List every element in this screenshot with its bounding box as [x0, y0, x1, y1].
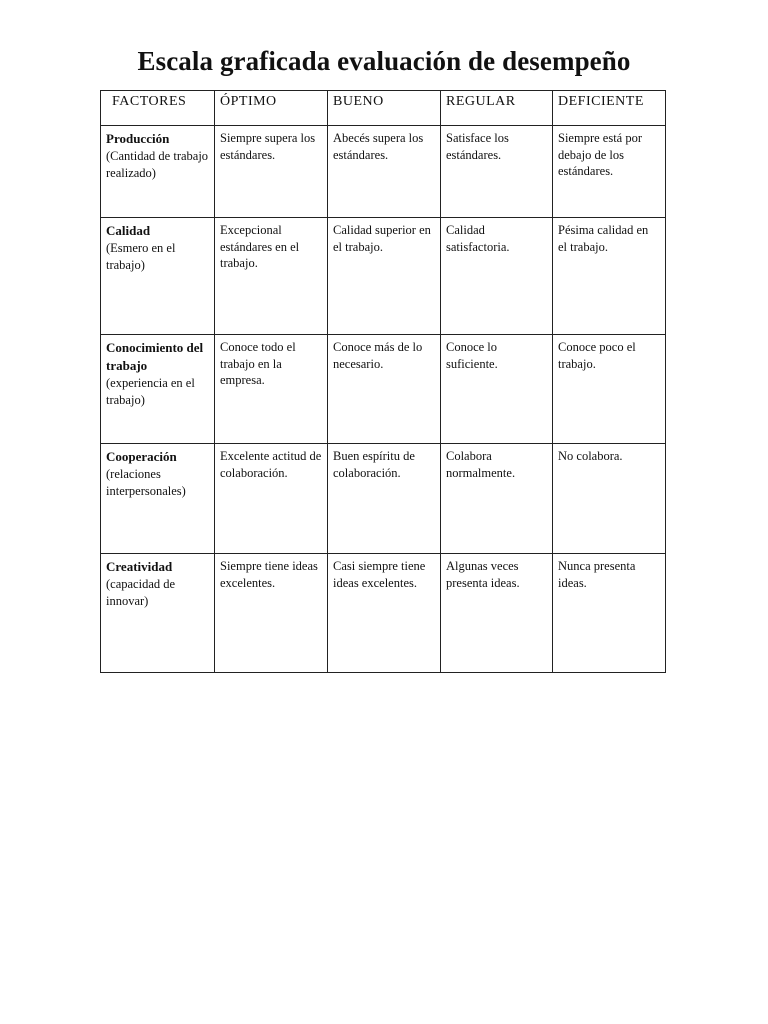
header-optimo: ÓPTIMO	[215, 91, 328, 126]
header-factores: FACTORES	[101, 91, 215, 126]
deficiente-cell: Conoce poco el trabajo.	[553, 335, 666, 444]
page-title: Escala graficada evaluación de desempeño	[137, 46, 631, 76]
table-row	[101, 126, 666, 218]
factor-description: (Esmero en el trabajo)	[106, 241, 176, 272]
factor-name: Creatividad	[106, 559, 173, 574]
header-row	[101, 91, 666, 126]
bueno-cell: Abecés supera los estándares.	[328, 126, 441, 218]
table-row	[101, 218, 666, 335]
bueno-cell: Casi siempre tiene ideas excelentes.	[328, 554, 441, 673]
factor-cell	[101, 335, 215, 444]
deficiente-cell: No colabora.	[553, 444, 666, 554]
optimo-cell: Conoce todo el trabajo en la empresa.	[215, 335, 328, 444]
bueno-cell: Buen espíritu de colaboración.	[328, 444, 441, 554]
header-bueno: BUENO	[328, 91, 441, 126]
factor-name: Cooperación	[106, 449, 177, 464]
table-row	[101, 554, 666, 673]
header-regular: REGULAR	[441, 91, 553, 126]
deficiente-cell: Siempre está por debajo de los estándares.	[553, 126, 666, 218]
bueno-cell: Calidad superior en el trabajo.	[328, 218, 441, 335]
regular-cell: Colabora normalmente.	[441, 444, 553, 554]
regular-cell: Conoce lo suficiente.	[441, 335, 553, 444]
evaluation-table	[100, 90, 666, 673]
bueno-cell: Conoce más de lo necesario.	[328, 335, 441, 444]
regular-cell: Algunas veces presenta ideas.	[441, 554, 553, 673]
optimo-cell: Siempre supera los estándares.	[215, 126, 328, 218]
factor-description: (relaciones interpersonales)	[106, 467, 186, 498]
factor-name: Producción	[106, 131, 170, 146]
table-row	[101, 335, 666, 444]
factor-cell	[101, 218, 215, 335]
optimo-cell: Excelente actitud de colaboración.	[215, 444, 328, 554]
optimo-cell: Excepcional estándares en el trabajo.	[215, 218, 328, 335]
header-deficiente: DEFICIENTE	[553, 91, 666, 126]
factor-cell	[101, 554, 215, 673]
factor-cell	[101, 126, 215, 218]
optimo-cell: Siempre tiene ideas excelentes.	[215, 554, 328, 673]
regular-cell: Calidad satisfactoria.	[441, 218, 553, 335]
deficiente-cell: Pésima calidad en el trabajo.	[553, 218, 666, 335]
deficiente-cell: Nunca presenta ideas.	[553, 554, 666, 673]
factor-name: Conocimiento del trabajo	[106, 340, 204, 373]
factor-description: (Cantidad de trabajo realizado)	[106, 149, 209, 180]
factor-cell	[101, 444, 215, 554]
table-row	[101, 444, 666, 554]
regular-cell: Satisface los estándares.	[441, 126, 553, 218]
factor-description: (capacidad de innovar)	[106, 577, 176, 608]
factor-description: (experiencia en el trabajo)	[106, 376, 195, 407]
factor-name: Calidad	[106, 223, 151, 238]
